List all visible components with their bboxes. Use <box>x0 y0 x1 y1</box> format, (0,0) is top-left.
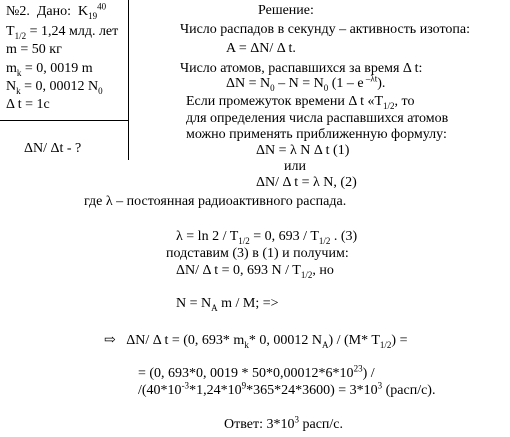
solution-line-approx: можно применять приближенную формулу: <box>186 127 447 142</box>
answer: Ответ: $3*10^3$ расп/с. <box>224 414 344 432</box>
given-dt: Δ t = 1c <box>6 97 50 112</box>
solution-line-activity: Число распадов в секунду – активность изотопа: <box>180 22 470 37</box>
calc-line-1: = (0, 693*0, $0019 * 50*0,00012*6*10^{23}$) / <box>138 363 375 381</box>
given-halflife: $T_{1/2} = 1,24$ млд. лет <box>6 24 119 41</box>
given-header: №2. Дано: $K_{19}^{40}$ <box>6 1 107 21</box>
solution-line-decayed: Число атомов, распавшихся за время Δ t: <box>180 61 423 76</box>
solution-line-condition: Если промежуток времени Δ t «$T_{1/2}$, то <box>186 94 415 111</box>
given-divider-vertical <box>128 0 129 160</box>
formula-final: ⇨ ΔN/ Δ t = (0, 693* $m_k*$ 0, 00012 $N_A) / (M*$ $T_{1/2}$) = <box>104 333 408 350</box>
given-mass: m = 50 кг <box>6 42 62 57</box>
formula-3: $\lambda = \ln 2 / T_{1/2} = 0$, $693 / T_{1/2}$ . (3) <box>176 229 358 246</box>
solution-or: или <box>284 159 306 174</box>
calc-line-2: $/(40*10^{-3}*1,24*10^9*365*24*3600) = 3*10^3$ (расп/с). <box>138 380 436 398</box>
formula-2: ΔN/ Δ t = λ N, (2) <box>256 175 357 190</box>
given-mk: $m_k = 0$, 0019 m <box>6 61 93 78</box>
solution-line-lambda: где λ – постоянная радиоактивного распада. <box>84 194 347 209</box>
formula-1: ΔN = λ N Δ t (1) <box>256 143 350 158</box>
solution-line-substitute: подставим (3) в (1) и получим: <box>166 246 349 261</box>
formula-decay: $\Delta N = N_0 - N = N_0$ (1 – e $^{-\lambda t}$). <box>226 73 386 93</box>
formula-n: $N = N_A$ m / M; => <box>176 296 279 313</box>
given-divider-horizontal <box>0 120 129 121</box>
solution-line-for: для определения числа распавшихся атомов <box>186 111 449 126</box>
given-find: ΔN/ Δt - ? <box>24 141 82 156</box>
formula-substituted: ΔN/ Δ t = 0, 693 N / $T_{1/2}$, но <box>176 263 334 280</box>
formula-activity: A = ΔN/ Δ t. <box>226 41 296 56</box>
solution-title: Решение: <box>258 3 314 18</box>
given-nk: $N_k = 0$, 00012 $N_0$ <box>6 79 103 96</box>
